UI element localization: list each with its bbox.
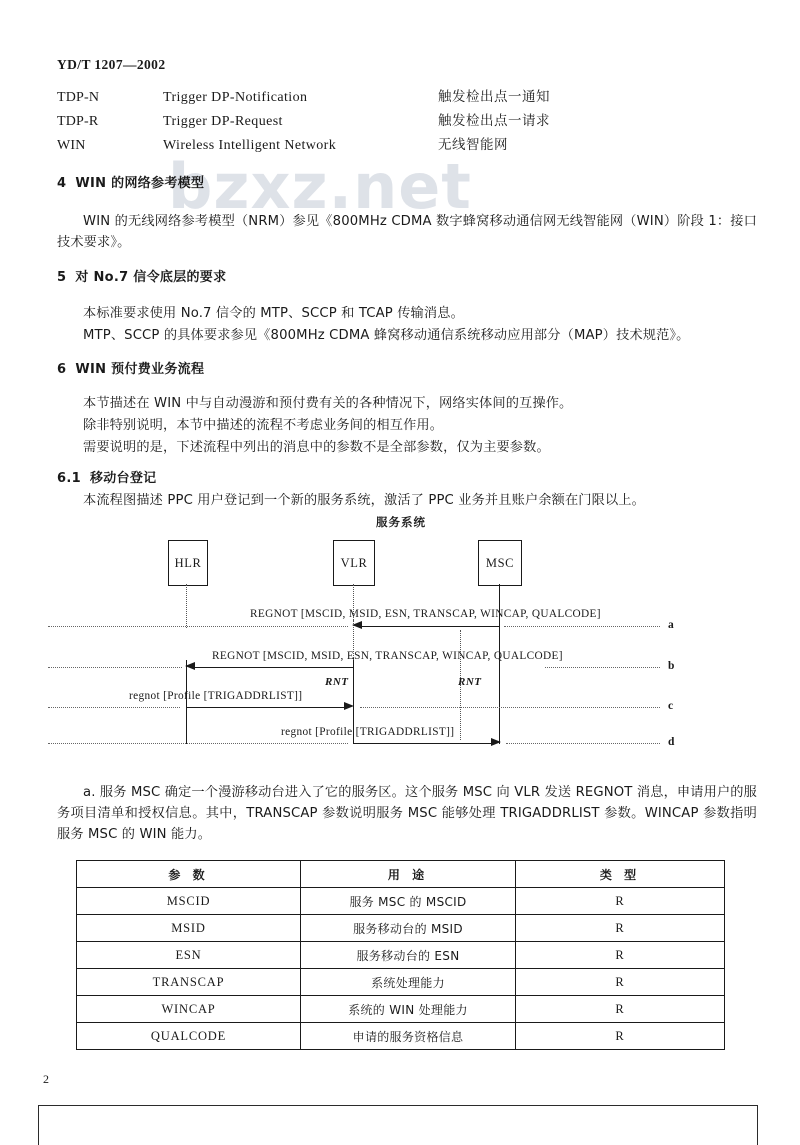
table-header-type: 类 型 — [516, 861, 725, 888]
abbreviation-term: TDP-N — [57, 90, 100, 105]
message-line-c — [187, 707, 344, 708]
table-row — [77, 969, 725, 996]
table-cell-type: R — [516, 942, 725, 969]
abbreviation-list — [57, 85, 757, 157]
table-row — [77, 915, 725, 942]
message-dotrule-d-left — [48, 743, 348, 744]
section-title-5: 对 No.7 信令底层的要求 — [75, 270, 227, 285]
message-dotrule-c-right — [360, 707, 660, 708]
section-number-4: 4 — [57, 176, 67, 191]
abbreviation-chinese: 触发检出点一请求 — [438, 113, 550, 129]
diagram-node-msc: MSC — [478, 540, 522, 586]
message-line-b — [193, 667, 353, 668]
table-cell-param: TRANSCAP — [77, 969, 301, 996]
table-header-row — [77, 861, 725, 888]
section-number-6: 6 — [57, 362, 67, 377]
message-step-letter-c: c — [668, 700, 674, 712]
document-code: YD/T 1207—2002 — [57, 57, 166, 72]
abbreviation-term: TDP-R — [57, 114, 99, 129]
message-label-c: regnot [Profile [TRIGADDRLIST]] — [129, 690, 303, 702]
table-cell-type: R — [516, 1023, 725, 1050]
table-cell-use: 系统处理能力 — [301, 969, 516, 996]
message-step-letter-d: d — [668, 736, 675, 748]
table-cell-type: R — [516, 915, 725, 942]
section-5-body-2: MTP、SCCP 的具体要求参见《800MHz CDMA 蜂窝移动通信系统移动应用部分（MAP）技术规范》。 — [83, 328, 690, 343]
lifeline-hlr-upper — [186, 584, 187, 628]
table-header-use: 用 途 — [301, 861, 516, 888]
bottom-frame — [38, 1105, 758, 1145]
section-heading-5 — [57, 266, 226, 285]
abbreviation-term: WIN — [57, 138, 86, 153]
diagram-node-hlr: HLR — [168, 540, 208, 586]
table-row — [77, 942, 725, 969]
message-arrow-c — [344, 702, 354, 710]
section-6-body-2: 除非特别说明，本节中描述的流程不考虑业务间的相互作用。 — [83, 418, 444, 433]
lifeline-hlr-lower — [186, 660, 187, 744]
section-6-body-1: 本节描述在 WIN 中与自动漫游和预付费有关的各种情况下，网络实体间的互操作。 — [83, 396, 573, 411]
diagram-group-label: 服务系统 — [376, 515, 426, 529]
section-title-6-1: 移动台登记 — [89, 471, 157, 486]
abbreviation-english: Trigger DP-Notification — [163, 90, 308, 105]
sequence-diagram — [0, 500, 800, 770]
section-6-body-3: 需要说明的是，下述流程中列出的消息中的参数不是全部参数，仅为主要参数。 — [83, 440, 550, 455]
rnt-label-msc: RNT — [458, 676, 482, 688]
section-4-body: WIN 的无线网络参考模型（NRM）参见《800MHz CDMA 数字蜂窝移动通信网无线智能网（WIN）阶段 1：接口技术要求》。 — [57, 214, 757, 250]
diagram-node-vlr: VLR — [333, 540, 375, 586]
section-number-6-1: 6.1 — [57, 471, 81, 486]
message-line-d — [354, 743, 491, 744]
message-dotrule-a-right — [504, 626, 660, 627]
message-dotrule-c-left — [48, 707, 180, 708]
table-header-param: 参 数 — [77, 861, 301, 888]
page-number: 2 — [43, 1072, 49, 1086]
table-cell-param: MSCID — [77, 888, 301, 915]
message-label-b: REGNOT [MSCID, MSID, ESN, TRANSCAP, WINCAP, QUALCODE] — [212, 650, 563, 662]
table-row — [77, 996, 725, 1023]
table-cell-type: R — [516, 996, 725, 1023]
table-row — [77, 888, 725, 915]
table-cell-use: 申请的服务资格信息 — [301, 1023, 516, 1050]
message-line-a — [360, 626, 499, 627]
parameter-table — [76, 860, 725, 1050]
message-dotrule-d-right — [506, 743, 660, 744]
section-6-1-body: 本流程图描述 PPC 用户登记到一个新的服务系统，激活了 PPC 业务并且账户余额在门限以上。 — [83, 493, 645, 508]
abbreviation-english: Trigger DP-Request — [163, 114, 283, 129]
rnt-label-vlr: RNT — [325, 676, 349, 688]
message-dotrule-b-left — [48, 667, 182, 668]
message-step-letter-b: b — [668, 660, 675, 672]
abbreviation-chinese: 无线智能网 — [438, 137, 508, 153]
watermark: bzxz.net — [168, 150, 472, 223]
section-title-4: WIN 的网络参考模型 — [75, 176, 205, 191]
table-cell-use: 服务移动台的 ESN — [301, 942, 516, 969]
table-cell-param: QUALCODE — [77, 1023, 301, 1050]
abbreviation-row — [57, 133, 757, 157]
table-cell-param: WINCAP — [77, 996, 301, 1023]
message-label-d: regnot [Profile [TRIGADDRLIST]] — [281, 726, 455, 738]
abbreviation-row — [57, 85, 757, 109]
section-5-body-1: 本标准要求使用 No.7 信令的 MTP、SCCP 和 TCAP 传输消息。 — [83, 306, 464, 321]
section-heading-6-1 — [57, 467, 156, 486]
section-heading-4 — [57, 172, 204, 191]
section-title-6: WIN 预付费业务流程 — [75, 362, 205, 377]
message-step-letter-a: a — [668, 619, 674, 631]
table-cell-param: MSID — [77, 915, 301, 942]
abbreviation-row — [57, 109, 757, 133]
table-cell-use: 服务移动台的 MSID — [301, 915, 516, 942]
message-dotrule-b-right — [545, 667, 660, 668]
abbreviation-chinese: 触发检出点一通知 — [438, 89, 550, 105]
table-cell-type: R — [516, 969, 725, 996]
message-dotrule-a-left — [48, 626, 348, 627]
section-number-5: 5 — [57, 270, 67, 285]
table-cell-param: ESN — [77, 942, 301, 969]
message-arrow-d — [491, 738, 501, 746]
message-label-a: REGNOT [MSCID, MSID, ESN, TRANSCAP, WINCAP, QUALCODE] — [250, 608, 601, 620]
section-heading-6 — [57, 358, 204, 377]
table-cell-use: 服务 MSC 的 MSCID — [301, 888, 516, 915]
message-arrow-b — [185, 662, 195, 670]
table-row — [77, 1023, 725, 1050]
table-cell-use: 系统的 WIN 处理能力 — [301, 996, 516, 1023]
table-cell-type: R — [516, 888, 725, 915]
message-arrow-a — [352, 621, 362, 629]
abbreviation-english: Wireless Intelligent Network — [163, 138, 337, 153]
step-a-description: a. 服务 MSC 确定一个漫游移动台进入了它的服务区。这个服务 MSC 向 VLR 发送 REGNOT 消息，申请用户的服务项目清单和授权信息。其中，TRANSCAP 参数说明服务 MSC 能够处理 TRIGADDRLIST 参数。WINCAP 参数指明服务 MSC 的 WIN 能力。 — [57, 785, 757, 842]
